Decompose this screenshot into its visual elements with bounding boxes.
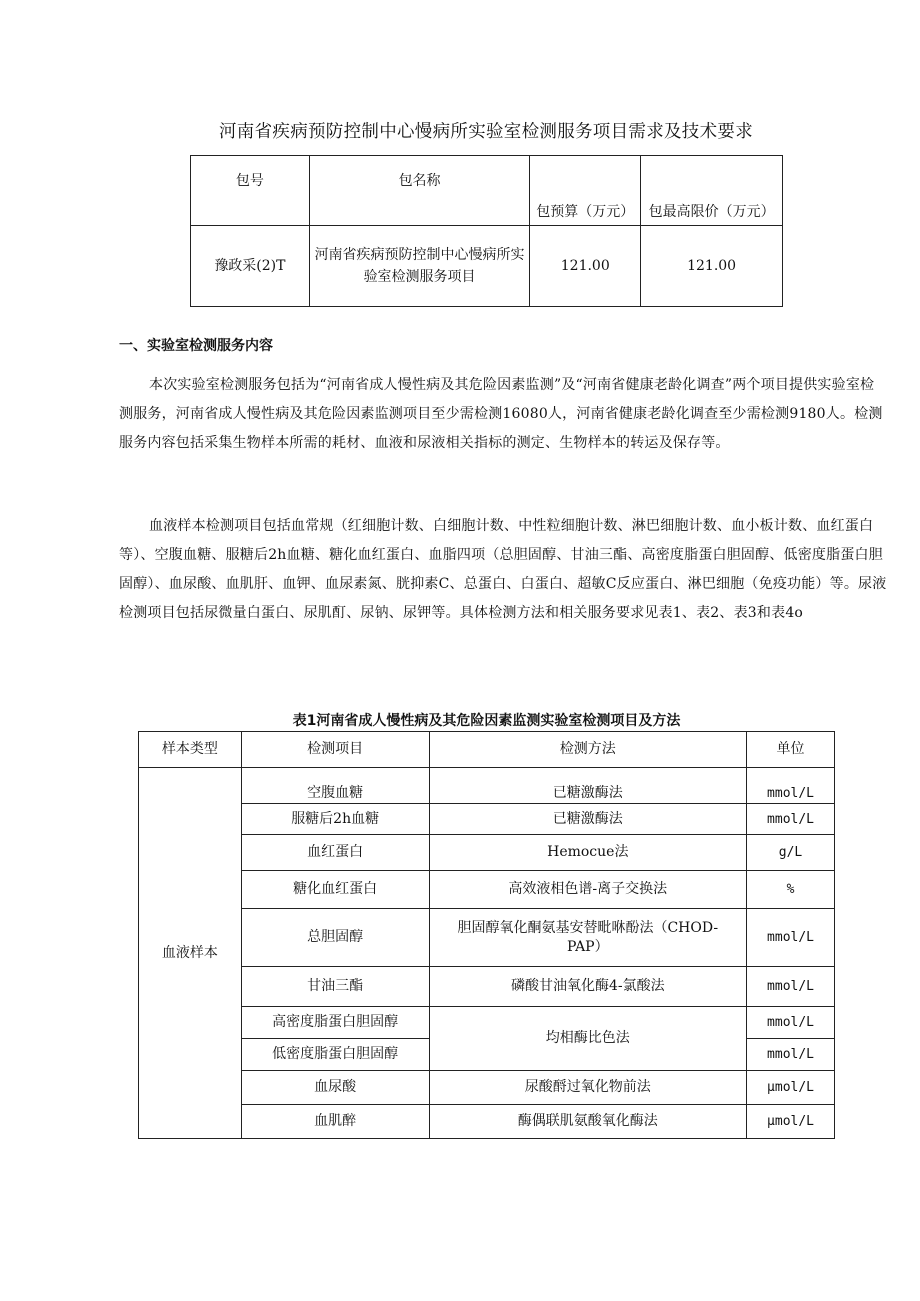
- package-name: 河南省疾病预防控制中心慢病所实验室检测服务项目: [309, 226, 530, 307]
- item-cell: 低密度脂蛋白胆固醇: [241, 1039, 429, 1071]
- method-table: [138, 731, 835, 1139]
- unit-cell: mmol/L: [747, 768, 835, 804]
- item-cell: 高密度脂蛋白胆固醇: [241, 1007, 429, 1039]
- header-cell: 检测方法: [429, 732, 747, 768]
- item-cell: 服糖后2h血糖: [241, 804, 429, 835]
- header-cell: 样本类型: [139, 732, 242, 768]
- table-header-row: [139, 732, 835, 768]
- method-cell: 已糖激酶法: [429, 768, 747, 804]
- table-row: [139, 871, 835, 909]
- unit-cell: mmol/L: [747, 967, 835, 1007]
- table-row: [139, 768, 835, 804]
- table-row: [139, 804, 835, 835]
- header-cell: 包最高限价（万元）: [641, 156, 783, 226]
- table-row: [139, 967, 835, 1007]
- sample-type-cell: 血液样本: [139, 768, 242, 1139]
- method-cell: Hemocue法: [429, 835, 747, 871]
- package-table: [190, 155, 783, 307]
- header-cell: 包预算（万元）: [530, 156, 641, 226]
- table-caption: 表1河南省成人慢性病及其危险因素监测实验室检测项目及方法: [292, 713, 681, 729]
- method-cell: 尿酸酹过氧化物前法: [429, 1071, 747, 1105]
- unit-cell: mmol/L: [747, 909, 835, 967]
- header-cell: 单位: [747, 732, 835, 768]
- method-cell: 高效液相色谱-离子交换法: [429, 871, 747, 909]
- method-cell: 磷酸甘油氧化酶4-氯酸法: [429, 967, 747, 1007]
- unit-cell: μmol/L: [747, 1105, 835, 1139]
- package-max-price: 121.00: [641, 226, 783, 307]
- paragraph: 血液样本检测项目包括血常规（红细胞计数、白细胞计数、中性粒细胞计数、淋巴细胞计数、血小板计数、血红蛋白等）、空腹血糖、服糖后2h血糖、糖化血红蛋白、血脂四项（总胆固醇、甘油三酯、高密度脂蛋白胆固醇、低密度脂蛋白胆固醇）、血尿酸、血肌肝、血钾、血尿素氮、胱抑素C、总蛋白、白蛋白、超敏C反应蛋白、淋巴细胞（免疫功能）等。尿液检测项目包括尿微量白蛋白、尿肌酊、尿钠、尿钾等。具体检测方法和相关服务要求见表1、表2、表3和表4o: [119, 518, 887, 621]
- item-cell: 甘油三酯: [241, 967, 429, 1007]
- header-cell: 包号: [191, 156, 310, 226]
- unit-cell: mmol/L: [747, 1039, 835, 1071]
- header-cell: 检测项目: [241, 732, 429, 768]
- table-row: [139, 835, 835, 871]
- item-cell: 血红蛋白: [241, 835, 429, 871]
- unit-cell: mmol/L: [747, 804, 835, 835]
- item-cell: 糖化血红蛋白: [241, 871, 429, 909]
- table-header-row: [191, 156, 783, 226]
- item-cell: 总胆固醇: [241, 909, 429, 967]
- unit-cell: g/L: [747, 835, 835, 871]
- table-row: [191, 226, 783, 307]
- package-budget: 121.00: [530, 226, 641, 307]
- table-row: [139, 909, 835, 967]
- method-cell: 均相酶比色法: [429, 1007, 747, 1071]
- paragraph: 本次实验室检测服务包括为“河南省成人慢性病及其危险因素监测”及“河南省健康老龄化调查”两个项目提供实验室检测服务，河南省成人慢性病及其危险因素监测项目至少需检测16080人，河南省健康老龄化调查至少需检测9180人。检测服务内容包括采集生物样本所需的耗材、血液和尿液相关指标的测定、生物样本的转运及保存等。: [119, 377, 883, 451]
- section-heading: 一、实验室检测服务内容: [119, 338, 273, 354]
- package-number: 豫政采(2)T: [191, 226, 310, 307]
- table-row: [139, 1071, 835, 1105]
- item-cell: 血尿酸: [241, 1071, 429, 1105]
- item-cell: 血肌醉: [241, 1105, 429, 1139]
- table-row: [139, 1105, 835, 1139]
- item-cell: 空腹血糖: [241, 768, 429, 804]
- page-title: 河南省疾病预防控制中心慢病所实验室检测服务项目需求及技术要求: [219, 122, 753, 142]
- method-cell: 已糖激酶法: [429, 804, 747, 835]
- unit-cell: mmol/L: [747, 1007, 835, 1039]
- method-cell: 酶偶联肌氨酸氧化酶法: [429, 1105, 747, 1139]
- method-cell: 胆固醇氧化酮氨基安替毗咻酚法（CHOD-PAP）: [429, 909, 747, 967]
- unit-cell: μmol/L: [747, 1071, 835, 1105]
- table-row: [139, 1007, 835, 1039]
- unit-cell: %: [747, 871, 835, 909]
- header-cell: 包名称: [309, 156, 530, 226]
